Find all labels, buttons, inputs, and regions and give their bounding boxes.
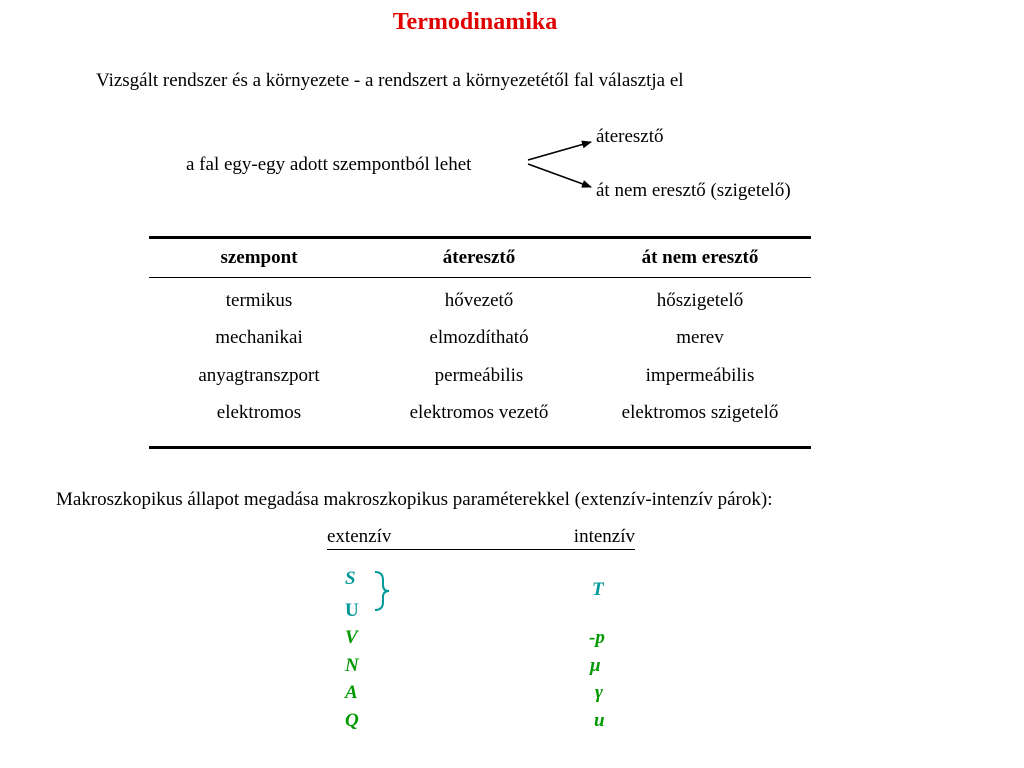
option-permeable: áteresztő [596,126,664,147]
arrow-down [528,164,591,187]
wall-statement: a fal egy-egy adott szempontból lehet [186,154,472,175]
curly-brace-icon [372,570,392,612]
pair-column-headers [327,526,635,550]
intensive-label: intenzív [573,526,635,547]
extensive-var-v: V [345,627,358,648]
table-cell: impermeábilis [645,364,755,386]
table-cell: hőszigetelő [656,289,744,311]
page-title: Termodinamika [392,9,558,35]
table-cell: merev [676,327,724,349]
extensive-var-u: U [345,600,359,621]
extensive-var-q: Q [345,710,359,731]
table-cell: elektromos vezető [409,402,549,424]
table-cell: elektromos szigetelő [621,402,779,424]
extensive-var-a: A [345,682,358,703]
arrow-up [528,142,591,160]
table-bottom-rule [149,432,811,448]
extensive-var-s: S [345,568,356,589]
extensive-label: extenzív [327,526,392,547]
table-cell: elektromos [216,402,302,424]
intensive-var-t: T [592,579,604,600]
table-cell: termikus [225,289,293,311]
intro-text: Vizsgált rendszer és a környezete - a rendszert a környezetétől fal választja el [96,70,684,91]
table-header-row [149,238,811,278]
intensive-var-mu: μ [590,655,601,676]
table-cell: permeábilis [434,364,524,386]
table-row [149,278,811,320]
table-cell: elmozdítható [429,327,529,349]
wall-properties-table [149,236,811,449]
option-impermeable: át nem eresztő (szigetelő) [596,180,791,201]
table-row [149,395,811,433]
table-cell: anyagtranszport [198,364,320,386]
intensive-var-gamma: γ [595,682,603,703]
extensive-var-n: N [345,655,359,676]
table-cell: mechanikai [215,327,303,349]
table-row [149,357,811,395]
header-impermeable: át nem eresztő [589,238,811,278]
macro-state-text: Makroszkopikus állapot megadása makroszkopikus paraméterekkel (extenzív-intenzív párok): [56,489,773,510]
table-row [149,320,811,358]
header-permeable: áteresztő [369,238,589,278]
intensive-var-u: u [594,710,605,731]
table-cell: hővezető [444,289,514,311]
intensive-var-p: -p [589,627,605,648]
header-aspect: szempont [149,238,369,278]
